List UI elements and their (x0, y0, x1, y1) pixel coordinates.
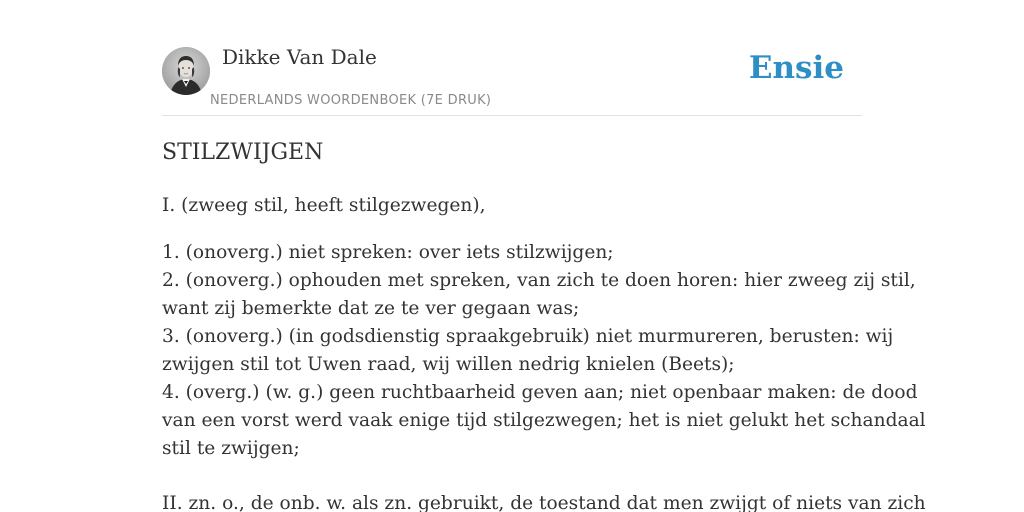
definition-line: 3. (onoverg.) (in godsdienstig spraakgebruik) niet murmureren, berusten: wij (162, 326, 894, 347)
definition-list (162, 239, 926, 463)
page-container (162, 0, 926, 512)
entry-intro: I. (zweeg stil, heeft stilgezwegen), (162, 195, 486, 216)
portrait-photo-icon (162, 47, 210, 95)
definition-line: zwijgen stil tot Uwen raad, wij willen nedrig knielen (Beets); (162, 354, 735, 375)
ensie-logo[interactable]: Ensie (748, 50, 844, 86)
definition-line: want zij bemerkte dat ze te ver gegaan was; (162, 298, 580, 319)
definition-line: van een vorst werd vaak enige tijd stilgezwegen; het is niet gelukt het schandaal (162, 410, 926, 431)
definition-line: stil te zwijgen; (162, 438, 300, 459)
entry-title: STILZWIJGEN (162, 140, 324, 165)
definition-line: 4. (overg.) (w. g.) geen ruchtbaarheid geven aan; niet openbaar maken: de dood (162, 382, 918, 403)
definition-line: 2. (onoverg.) ophouden met spreken, van zich te doen horen: hier zweeg zij stil, (162, 270, 916, 291)
definition-line: 1. (onoverg.) niet spreken: over iets stilzwijgen; (162, 242, 614, 263)
header (162, 0, 862, 116)
author-avatar[interactable] (162, 47, 210, 95)
author-name[interactable]: Dikke Van Dale (222, 45, 377, 69)
source-label[interactable]: NEDERLANDS WOORDENBOEK (7E DRUK) (210, 93, 492, 108)
entry-part-two: II. zn. o., de onb. w. als zn. gebruikt, de toestand dat men zwijgt of niets van zich (162, 493, 926, 512)
